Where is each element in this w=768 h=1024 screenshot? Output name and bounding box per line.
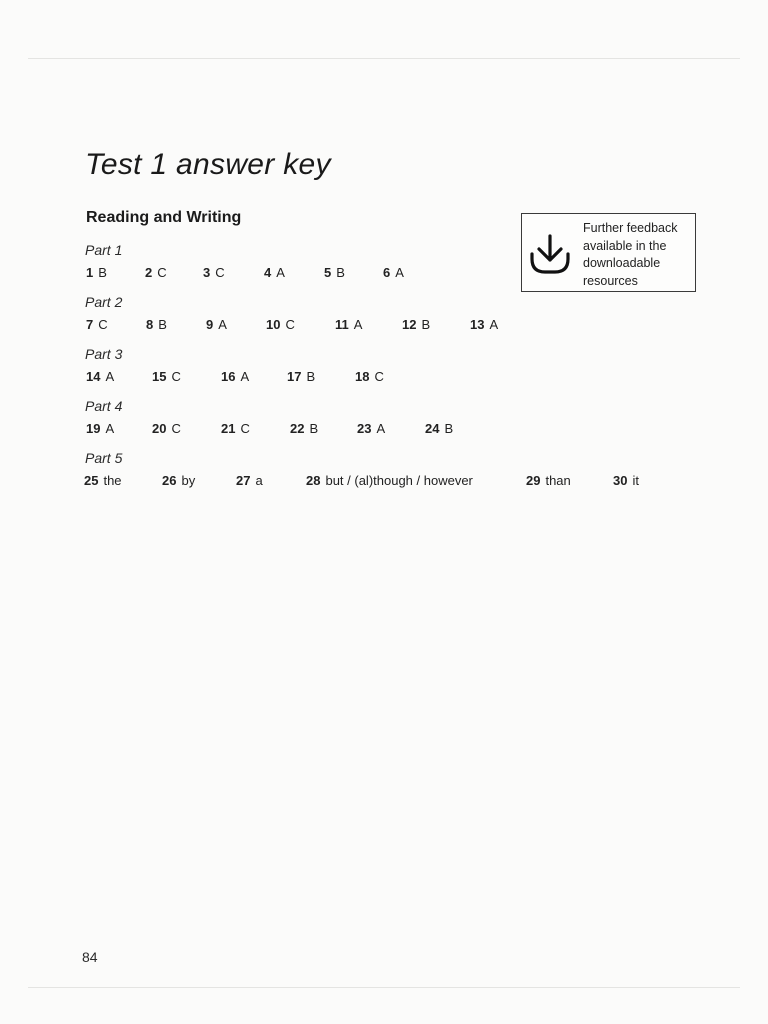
answer-item: 7 C bbox=[86, 317, 108, 332]
answer-item: 23 A bbox=[357, 421, 386, 436]
answer-item: 22 B bbox=[290, 421, 319, 436]
answer-item: 9 A bbox=[206, 317, 227, 332]
answer-item: 12 B bbox=[402, 317, 431, 332]
answer-item: 4 A bbox=[264, 265, 285, 280]
part-label: Part 1 bbox=[85, 242, 123, 258]
part-label: Part 5 bbox=[85, 450, 123, 466]
answer-item: 25 the bbox=[84, 473, 122, 488]
answer-item: 13 A bbox=[470, 317, 499, 332]
answer-item: 8 B bbox=[146, 317, 167, 332]
answer-item: 11 A bbox=[335, 317, 363, 332]
answer-item: 15 C bbox=[152, 369, 181, 384]
answer-item: 2 C bbox=[145, 265, 167, 280]
top-divider bbox=[28, 58, 740, 59]
answer-item: 18 C bbox=[355, 369, 384, 384]
answer-item: 19 A bbox=[86, 421, 115, 436]
answer-item: 27 a bbox=[236, 473, 263, 488]
answer-item: 24 B bbox=[425, 421, 454, 436]
answer-item: 29 than bbox=[526, 473, 571, 488]
page-title: Test 1 answer key bbox=[85, 148, 331, 181]
answer-item: 5 B bbox=[324, 265, 345, 280]
page-number: 84 bbox=[82, 949, 98, 965]
answer-item: 3 C bbox=[203, 265, 225, 280]
answer-item: 10 C bbox=[266, 317, 295, 332]
bottom-divider bbox=[28, 987, 740, 988]
download-icon bbox=[528, 232, 572, 276]
part-label: Part 3 bbox=[85, 346, 123, 362]
part-label: Part 2 bbox=[85, 294, 123, 310]
answer-item: 20 C bbox=[152, 421, 181, 436]
answer-item: 21 C bbox=[221, 421, 250, 436]
part-label: Part 4 bbox=[85, 398, 123, 414]
answer-item: 28 but / (al)though / however bbox=[306, 473, 473, 488]
answer-item: 1 B bbox=[86, 265, 107, 280]
answer-item: 26 by bbox=[162, 473, 196, 488]
feedback-text: Further feedback available in the downloadable resources bbox=[583, 221, 678, 288]
answer-item: 17 B bbox=[287, 369, 316, 384]
answer-item: 6 A bbox=[383, 265, 404, 280]
feedback-box[interactable] bbox=[521, 213, 696, 292]
answer-item: 30 it bbox=[613, 473, 639, 488]
answer-item: 14 A bbox=[86, 369, 115, 384]
section-heading: Reading and Writing bbox=[86, 209, 242, 226]
answer-item: 16 A bbox=[221, 369, 250, 384]
